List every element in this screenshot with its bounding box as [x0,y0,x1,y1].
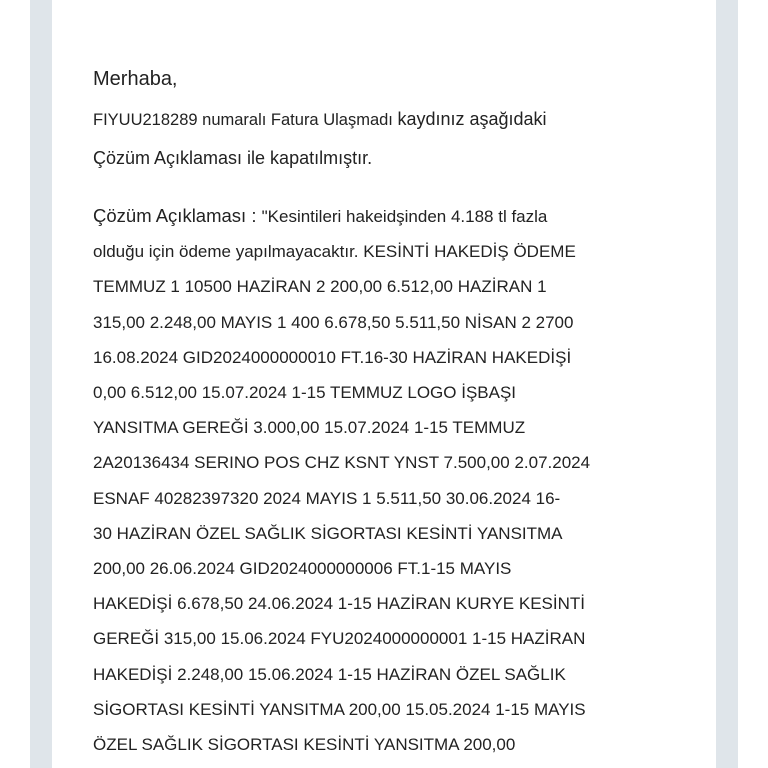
resolution-line: HAKEDİŞİ 6.678,50 24.06.2024 1-15 HAZİRAN KURYE KESİNTİ [93,594,585,614]
resolution-line: YANSITMA GEREĞİ 3.000,00 15.07.2024 1-15 TEMMUZ [93,418,526,438]
resolution-description [93,198,693,762]
intro-line [93,139,693,177]
resolution-line: 315,00 2.248,00 MAYIS 1 400 6.678,50 5.511,50 NİSAN 2 2700 [93,312,574,332]
resolution-line [93,198,693,234]
resolution-label: Çözüm Açıklaması : [93,205,262,226]
resolution-line: 16.08.2024 GID2024000000010 FT.16-30 HAZİRAN HAKEDİŞİ [93,347,572,367]
resolution-line: 0,00 6.512,00 15.07.2024 1-15 TEMMUZ LOGO İŞBAŞI [93,383,517,403]
intro-line-text: Çözüm Açıklaması ile kapatılmıştır. [93,148,373,168]
email-greeting: Merhaba, [93,68,178,90]
intro-line-text: kaydınız aşağıdaki [397,109,547,129]
right-margin-bar [716,0,738,768]
email-intro [93,100,693,177]
resolution-line: HAKEDİŞİ 2.248,00 15.06.2024 1-15 HAZİRAN ÖZEL SAĞLIK [93,664,566,684]
left-margin-bar [30,0,52,768]
resolution-line-text: "Kesintileri hakeidşinden 4.188 tl fazla [261,207,548,226]
resolution-line: 30 HAZİRAN ÖZEL SAĞLIK SİGORTASI KESİNTİ YANSITMA [93,523,563,543]
resolution-line: GEREĞİ 315,00 15.06.2024 FYU2024000000001 1-15 HAZİRAN [93,629,586,649]
resolution-line: TEMMUZ 1 10500 HAZİRAN 2 200,00 6.512,00 HAZİRAN 1 [93,277,547,297]
resolution-line: ESNAF 40282397320 2024 MAYIS 1 5.511,50 30.06.2024 16- [93,488,561,508]
intro-line [93,100,693,139]
resolution-line: 200,00 26.06.2024 GID2024000000006 FT.1-15 MAYIS [93,559,512,579]
resolution-line: olduğu için ödeme yapılmayacaktır. KESİNTİ HAKEDİŞ ÖDEME [93,242,576,262]
resolution-line: 2A20136434 SERINO POS CHZ KSNT YNST 7.500,00 2.07.2024 [93,453,591,473]
resolution-line: ÖZEL SAĞLIK SİGORTASI KESİNTİ YANSITMA 200,00 [93,735,516,755]
resolution-line: SİGORTASI KESİNTİ YANSITMA 200,00 15.05.2024 1-15 MAYIS [93,699,586,719]
intro-line-small-text: FIYUU218289 numaralı Fatura Ulaşmadı [93,111,398,129]
